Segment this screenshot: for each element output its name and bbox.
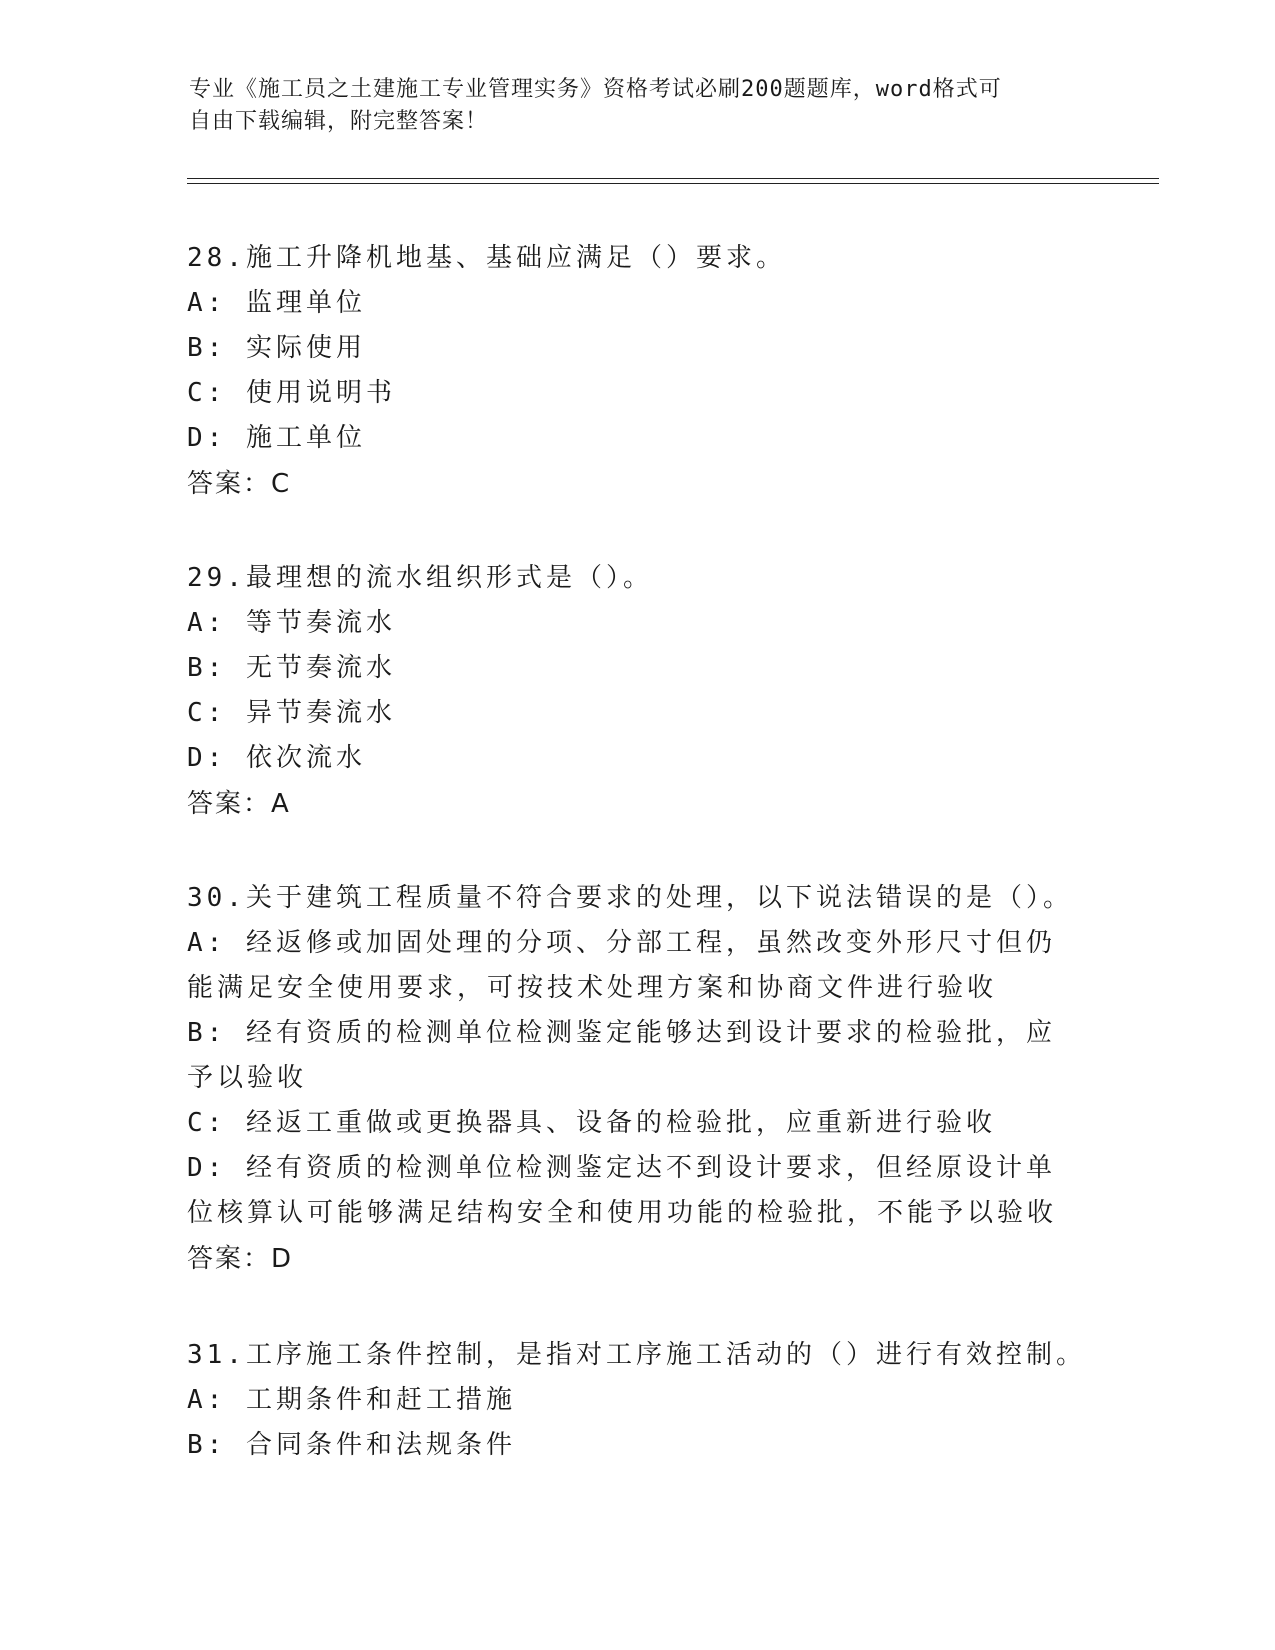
option-d: D: 依次流水 bbox=[187, 743, 366, 773]
header-divider-bottom bbox=[187, 183, 1159, 184]
question-30 bbox=[187, 876, 1077, 1282]
question-stem: 30.关于建筑工程质量不符合要求的处理，以下说法错误的是（）。 bbox=[187, 883, 1073, 913]
option-c: C: 异节奏流水 bbox=[187, 698, 396, 728]
option-b: B: 实际使用 bbox=[187, 333, 366, 363]
option-a: A: 等节奏流水 bbox=[187, 608, 396, 638]
header-divider-top bbox=[187, 178, 1159, 179]
question-stem: 31.工序施工条件控制，是指对工序施工活动的（）进行有效控制。 bbox=[187, 1340, 1086, 1370]
question-stem: 29.最理想的流水组织形式是（）。 bbox=[187, 563, 653, 593]
option-c: C: 经返工重做或更换器具、设备的检验批，应重新进行验收 bbox=[187, 1108, 996, 1138]
document-header bbox=[189, 74, 1069, 138]
question-stem: 28.施工升降机地基、基础应满足（）要求。 bbox=[187, 243, 786, 273]
header-line-2: 自由下载编辑，附完整答案！ bbox=[189, 109, 489, 134]
option-d: D: 施工单位 bbox=[187, 423, 366, 453]
option-d: D: 经有资质的检测单位检测鉴定达不到设计要求，但经原设计单位核算认可能够满足结构安全和使用功能的检验批，不能予以验收 bbox=[187, 1153, 1058, 1228]
header-line-1: 专业《施工员之土建施工专业管理实务》资格考试必刷200题题库，word格式可 bbox=[189, 77, 1002, 102]
option-b: B: 合同条件和法规条件 bbox=[187, 1430, 516, 1460]
answer-line: 答案：D bbox=[187, 1244, 294, 1274]
question-31 bbox=[187, 1333, 1086, 1468]
option-a: A: 经返修或加固处理的分项、分部工程，虽然改变外形尺寸但仍能满足安全使用要求，可按技术处理方案和协商文件进行验收 bbox=[187, 928, 1056, 1003]
question-29 bbox=[187, 556, 1077, 827]
question-28 bbox=[187, 236, 1077, 507]
option-a: A: 监理单位 bbox=[187, 288, 366, 318]
option-b: B: 经有资质的检测单位检测鉴定能够达到设计要求的检验批，应予以验收 bbox=[187, 1018, 1056, 1093]
option-a: A: 工期条件和赶工措施 bbox=[187, 1385, 516, 1415]
option-b: B: 无节奏流水 bbox=[187, 653, 396, 683]
answer-line: 答案：C bbox=[187, 469, 292, 499]
option-c: C: 使用说明书 bbox=[187, 378, 396, 408]
answer-line: 答案：A bbox=[187, 789, 291, 819]
